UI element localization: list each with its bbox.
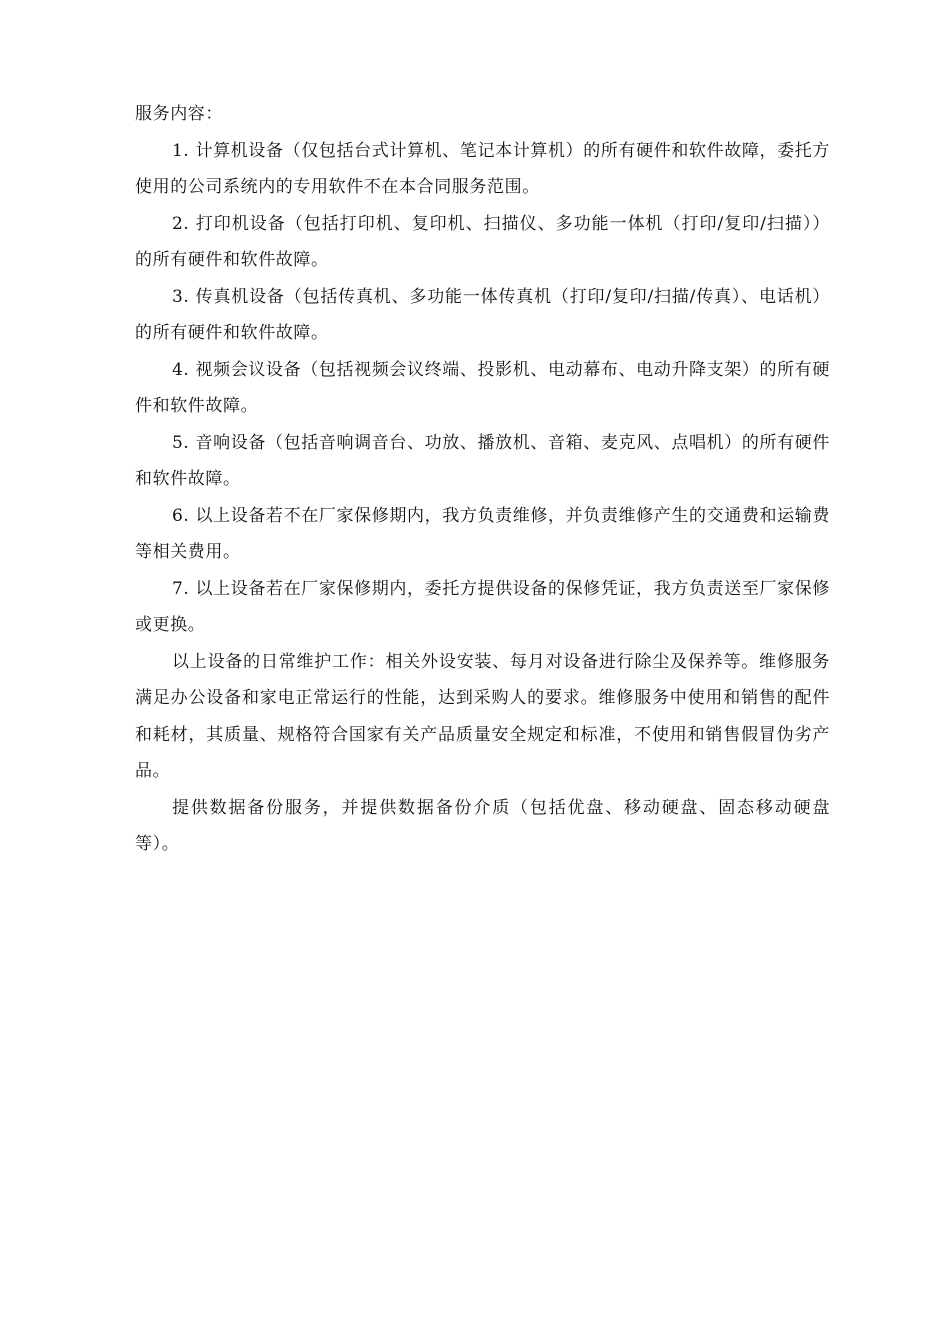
section-heading: 服务内容： (135, 104, 223, 124)
maintenance-paragraph: 以上设备的日常维护工作：相关外设安装、每月对设备进行除尘及保养等。维修服务满足办公设备和家电正常运行的性能，达到采购人的要求。维修服务中使用和销售的配件和耗材，其质量、规格符合国家有关产品质量安全规定和标准，不使用和销售假冒伪劣产品。 (135, 651, 830, 781)
service-item-2: 2. 打印机设备（包括打印机、复印机、扫描仪、多功能一体机（打印/复印/扫描））的所有硬件和软件故障。 (135, 213, 830, 270)
service-item-7: 7. 以上设备若在厂家保修期内，委托方提供设备的保修凭证，我方负责送至厂家保修或更换。 (135, 578, 830, 635)
service-item-1: 1. 计算机设备（仅包括台式计算机、笔记本计算机）的所有硬件和软件故障，委托方使用的公司系统内的专用软件不在本合同服务范围。 (135, 140, 830, 197)
service-item-5: 5. 音响设备（包括音响调音台、功放、播放机、音箱、麦克风、点唱机）的所有硬件和软件故障。 (135, 432, 830, 489)
service-item-3: 3. 传真机设备（包括传真机、多功能一体传真机（打印/复印/扫描/传真）、电话机）的所有硬件和软件故障。 (135, 286, 830, 343)
service-item-4: 4. 视频会议设备（包括视频会议终端、投影机、电动幕布、电动升降支架）的所有硬件和软件故障。 (135, 359, 830, 416)
service-item-6: 6. 以上设备若不在厂家保修期内，我方负责维修，并负责维修产生的交通费和运输费等相关费用。 (135, 505, 830, 562)
document-body (135, 96, 830, 863)
backup-paragraph: 提供数据备份服务，并提供数据备份介质（包括优盘、移动硬盘、固态移动硬盘等）。 (135, 797, 830, 854)
